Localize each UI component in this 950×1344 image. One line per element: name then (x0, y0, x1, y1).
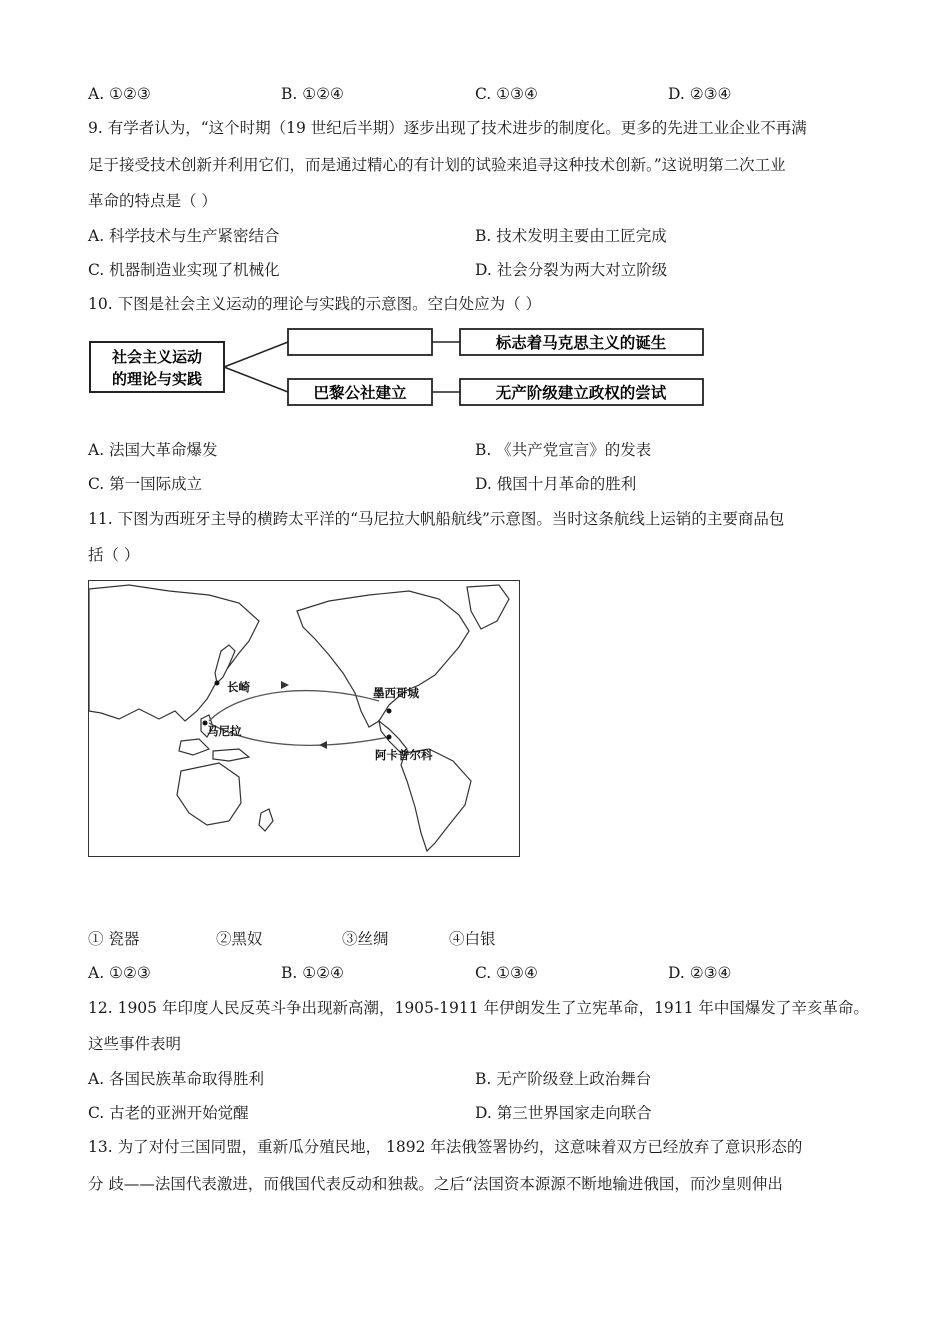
diagram-root-line-2: 的理论与实践 (111, 370, 203, 388)
q12-option-b: B. 无产阶级登上政治舞台 (475, 1070, 652, 1088)
q13-stem-line-2: 分 歧——法国代表激进，而俄国代表反动和独裁。之后“法国资本源源不断地输进俄国，而沙皇则伸出 (88, 1175, 783, 1193)
q11-option-c: C. ①③④ (475, 964, 538, 982)
q9-option-a: A. 科学技术与生产紧密结合 (88, 227, 280, 245)
manila-galleon-map (88, 580, 520, 857)
q11-option-d: D. ②③④ (668, 964, 732, 982)
q10-option-a: A. 法国大革命爆发 (88, 441, 218, 459)
label-acapulco: 阿卡普尔科 (375, 748, 433, 762)
q11-stem-line-1: 11. 下图为西班牙主导的横跨太平洋的“马尼拉大帆船航线”示意图。当时这条航线上运销的主要商品包 (88, 510, 785, 528)
q12-stem-line-2: 这些事件表明 (88, 1035, 182, 1053)
q12-stem-line-1: 12. 1905 年印度人民反英斗争出现新高潮，1905-1911 年伊朗发生了立宪革命，1911 年中国爆发了辛亥革命。 (88, 999, 869, 1017)
q11-stem-line-2: 括（ ） (88, 546, 140, 564)
arrow-west (319, 741, 327, 749)
route-eastbound (209, 691, 379, 721)
connector-bottom (224, 367, 288, 392)
diagram-blank-box (288, 329, 432, 355)
q10-diagram (88, 322, 708, 412)
q12-option-c: C. 古老的亚洲开始觉醒 (88, 1104, 249, 1122)
diagram-root-line-1: 社会主义运动 (111, 348, 203, 366)
diagram-paris-commune-text: 巴黎公社建立 (313, 384, 407, 402)
q13-stem-line-1: 13. 为了对付三国同盟，重新瓜分殖民地， 1892 年法俄签署协约，这意味着双方已经放弃了意识形态的 (88, 1138, 803, 1156)
q9-option-c: C. 机器制造业实现了机械化 (88, 261, 280, 279)
label-nagasaki: 长崎 (227, 680, 250, 694)
diagram-proletariat-text: 无产阶级建立政权的尝试 (495, 384, 667, 402)
q12-option-a: A. 各国民族革命取得胜利 (88, 1070, 265, 1088)
connector-top (224, 342, 288, 367)
q9-stem-line-3: 革命的特点是（ ） (88, 192, 217, 210)
map-landmasses (89, 585, 509, 851)
q11-item-1: ① 瓷器 (88, 930, 140, 948)
q12-option-d: D. 第三世界国家走向联合 (475, 1104, 652, 1122)
south-america-landmass (401, 749, 471, 851)
q11-option-b: B. ①②④ (281, 964, 344, 982)
nagasaki-marker (215, 681, 220, 686)
q9-stem-line-2: 足于接受技术创新并利用它们，而是通过精心的有计划的试验来追寻这种技术创新。”这说明第二次工业 (88, 156, 786, 174)
q9-option-d: D. 社会分裂为两大对立阶级 (475, 261, 668, 279)
q10-option-b: B. 《共产党宣言》的发表 (475, 441, 652, 459)
label-mexico-city: 墨西哥城 (373, 686, 419, 700)
diagram-marxism-text: 标志着马克思主义的诞生 (495, 334, 667, 352)
q8-option-c: C. ①③④ (475, 85, 538, 103)
greenland-landmass (467, 585, 509, 629)
mexico-city-marker (387, 709, 392, 714)
arrow-east (281, 681, 289, 689)
new-zealand-landmass (259, 809, 273, 831)
australia-landmass (177, 763, 241, 825)
q11-item-3: ③丝绸 (342, 930, 389, 948)
indonesia-landmass (179, 739, 209, 755)
q8-option-b: B. ①②④ (281, 85, 344, 103)
diagram-root-box (90, 342, 224, 392)
q10-stem: 10. 下图是社会主义运动的理论与实践的示意图。空白处应为（ ） (88, 295, 542, 313)
q10-option-c: C. 第一国际成立 (88, 475, 203, 493)
q9-stem-line-1: 9. 有学者认为，“这个时期（19 世纪后半期）逐步出现了技术进步的制度化。更多的先进工业企业不再满 (88, 119, 807, 137)
q9-option-b: B. 技术发明主要由工匠完成 (475, 227, 667, 245)
new-guinea-landmass (213, 749, 249, 761)
q8-option-d: D. ②③④ (668, 85, 732, 103)
map-drawing (89, 581, 519, 856)
q11-item-2: ②黑奴 (216, 930, 263, 948)
q10-option-d: D. 俄国十月革命的胜利 (475, 475, 637, 493)
label-manila: 马尼拉 (207, 724, 242, 738)
q8-option-a: A. ①②③ (88, 85, 151, 103)
q11-item-4: ④白银 (449, 930, 496, 948)
q11-option-a: A. ①②③ (88, 964, 151, 982)
acapulco-marker (387, 735, 392, 740)
north-america-landmass (297, 591, 469, 727)
